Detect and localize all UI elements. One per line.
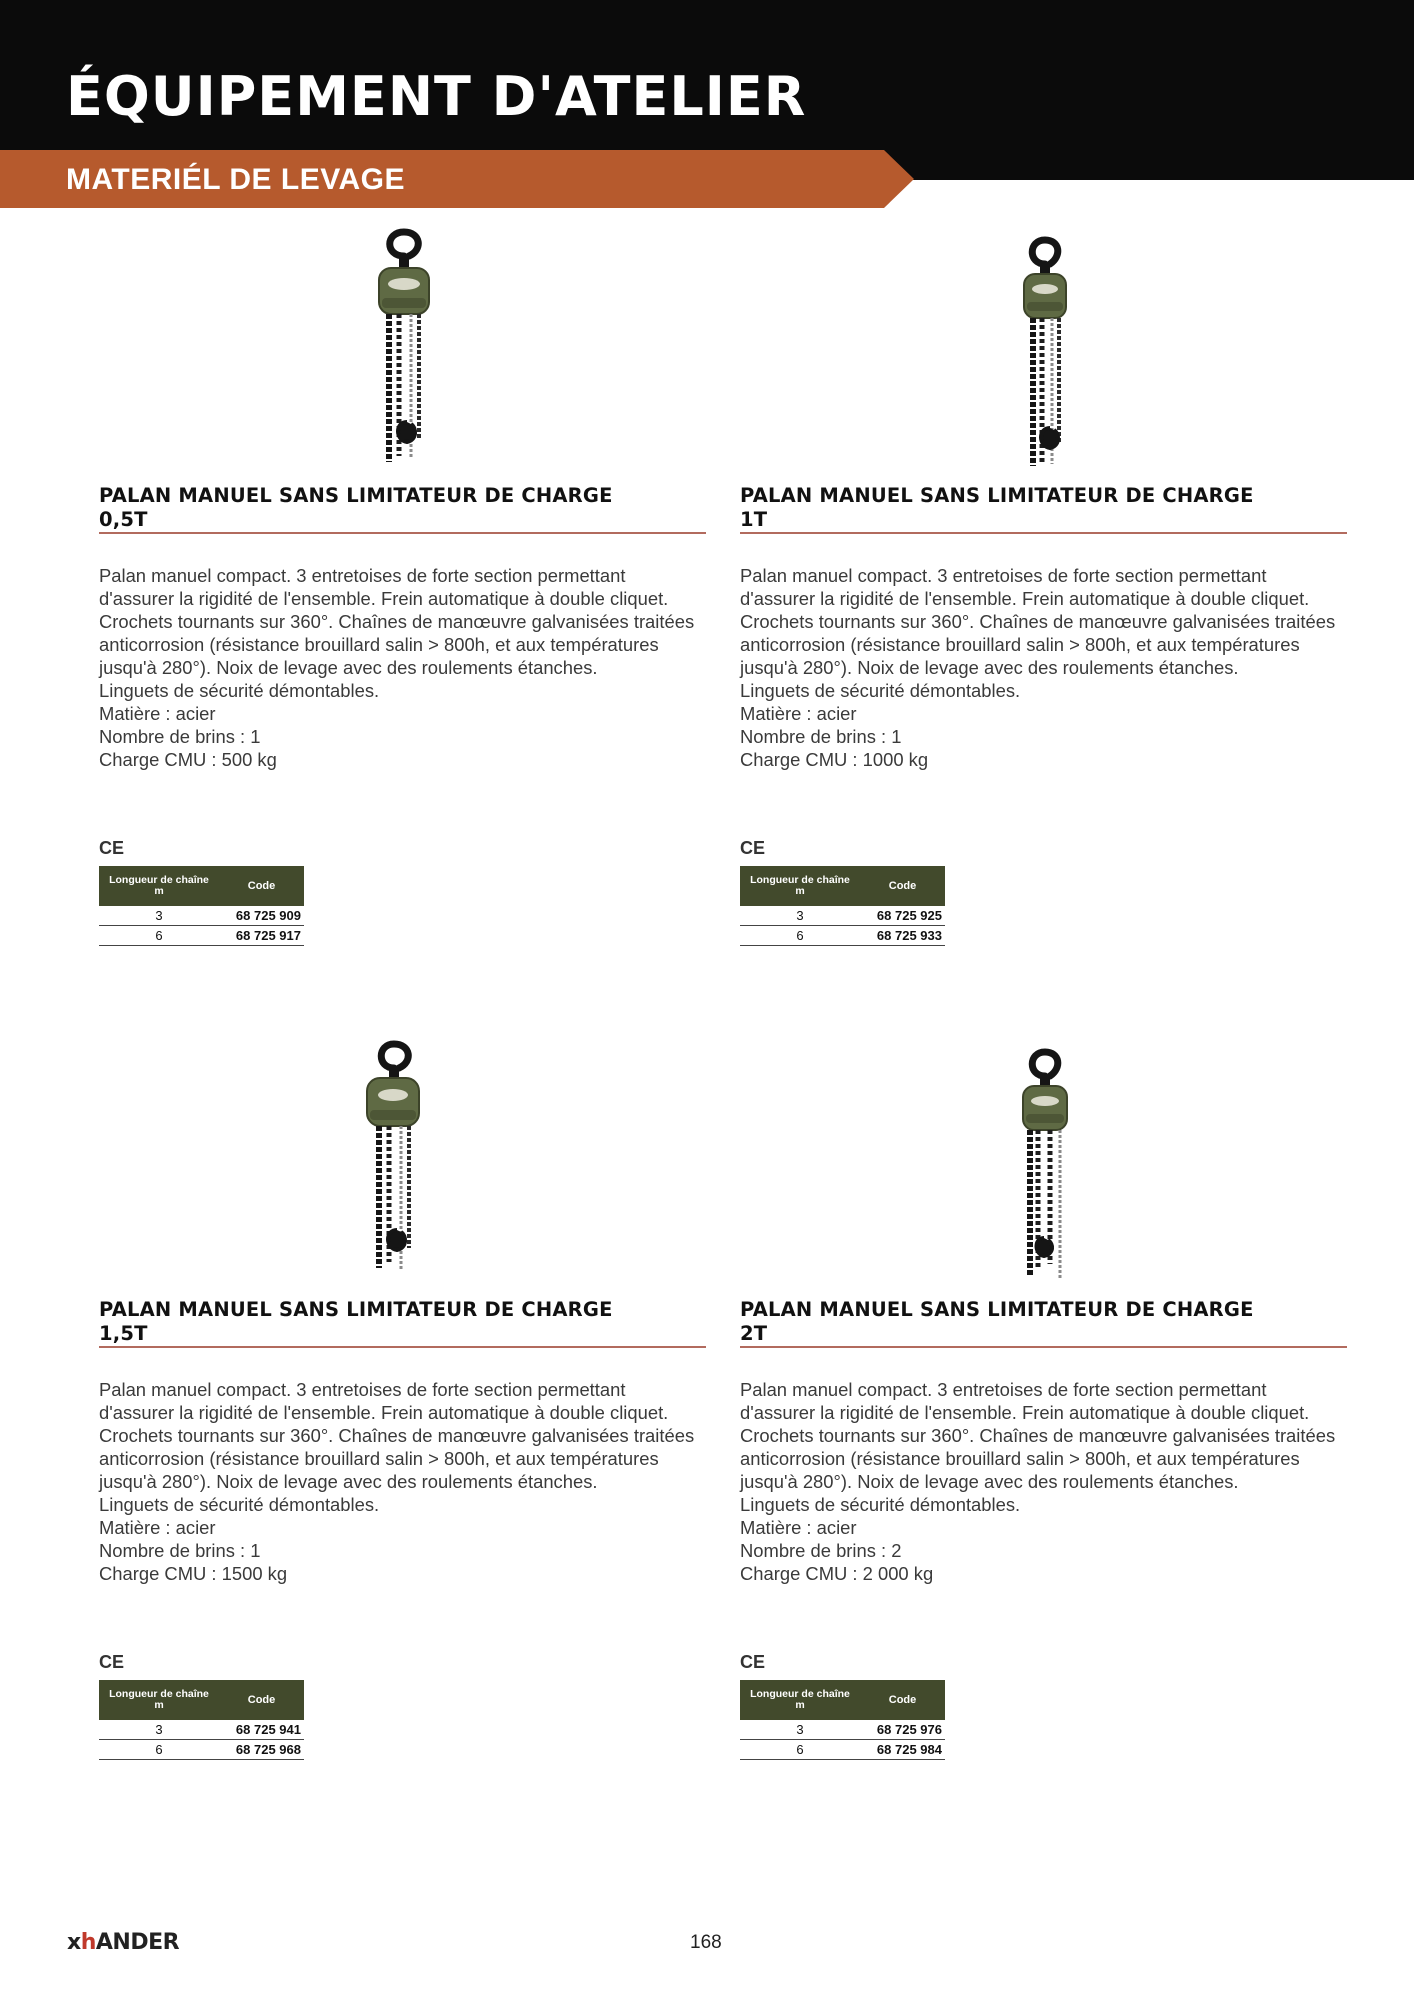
product-card	[99, 1040, 709, 1800]
product-card	[740, 226, 1350, 986]
spec-load: Charge CMU : 2 000 kg	[740, 1563, 934, 1584]
spec-strands: Nombre de brins : 1	[99, 1540, 261, 1561]
logo-accent: h	[80, 1930, 96, 1955]
column-header-code: Code	[888, 880, 917, 892]
column-header-length-unit: m	[154, 1699, 164, 1711]
spec-load: Charge CMU : 500 kg	[99, 749, 277, 770]
section-title: MATERIÉL DE LEVAGE	[66, 163, 406, 196]
cell-code: 68 725 984	[876, 1742, 942, 1757]
description-line: Linguets de sécurité démontables.	[740, 680, 1021, 701]
cell-length: 6	[796, 1742, 804, 1757]
product-card	[740, 1040, 1350, 1800]
table-header	[740, 866, 945, 906]
cell-code: 68 725 909	[235, 908, 301, 923]
description-line: anticorrosion (résistance brouillard salin > 800h, et aux températures	[99, 634, 659, 655]
product-title	[99, 484, 709, 532]
table-row	[99, 1740, 304, 1760]
spec-material: Matière : acier	[740, 1517, 857, 1538]
cell-length: 3	[155, 908, 163, 923]
description-line: Crochets tournants sur 360°. Chaînes de manœuvre galvanisées traitées	[740, 611, 1336, 632]
table-row	[99, 1720, 304, 1740]
description-line: Palan manuel compact. 3 entretoises de forte section permettant	[99, 565, 626, 586]
description-line: anticorrosion (résistance brouillard salin > 800h, et aux températures	[740, 634, 1300, 655]
title-divider	[99, 1346, 706, 1348]
product-title-line1: PALAN MANUEL SANS LIMITATEUR DE CHARGE	[99, 1298, 613, 1321]
description-line: d'assurer la rigidité de l'ensemble. Frein automatique à double cliquet.	[740, 1402, 1310, 1423]
spec-load: Charge CMU : 1500 kg	[99, 1563, 288, 1584]
column-header-length-unit: m	[795, 885, 805, 897]
column-header-code: Code	[888, 1694, 917, 1706]
table-row	[740, 1720, 945, 1740]
cell-length: 6	[796, 928, 804, 943]
product-title-line1: PALAN MANUEL SANS LIMITATEUR DE CHARGE	[740, 1298, 1254, 1321]
brand-logo	[67, 1930, 179, 1955]
description-line: jusqu'à 280°). Noix de levage avec des roulements étanches.	[99, 1471, 598, 1492]
table-row	[740, 926, 945, 946]
description-line: Palan manuel compact. 3 entretoises de forte section permettant	[99, 1379, 626, 1400]
description-line: jusqu'à 280°). Noix de levage avec des roulements étanches.	[740, 657, 1239, 678]
spec-material: Matière : acier	[99, 703, 216, 724]
spec-load: Charge CMU : 1000 kg	[740, 749, 929, 770]
cell-length: 6	[155, 928, 163, 943]
column-header-length-label: Longueur de chaîne	[750, 1688, 850, 1700]
description-line: Crochets tournants sur 360°. Chaînes de manœuvre galvanisées traitées	[99, 611, 695, 632]
reference-table	[99, 1680, 304, 1760]
spec-strands: Nombre de brins : 1	[99, 726, 261, 747]
product-description	[740, 564, 1360, 702]
product-capacity: 1,5T	[99, 1322, 148, 1345]
description-line: d'assurer la rigidité de l'ensemble. Frein automatique à double cliquet.	[740, 588, 1310, 609]
column-header-length-unit: m	[154, 885, 164, 897]
column-header-length-label: Longueur de chaîne	[109, 1688, 209, 1700]
product-title-line1: PALAN MANUEL SANS LIMITATEUR DE CHARGE	[99, 484, 613, 507]
title-divider	[740, 1346, 1347, 1348]
product-description	[99, 564, 719, 702]
description-line: Palan manuel compact. 3 entretoises de forte section permettant	[740, 1379, 1267, 1400]
cell-length: 3	[155, 1722, 163, 1737]
table-header	[99, 1680, 304, 1720]
page-title: ÉQUIPEMENT D'ATELIER	[66, 65, 807, 128]
description-line: anticorrosion (résistance brouillard salin > 800h, et aux températures	[99, 1448, 659, 1469]
cell-code: 68 725 933	[876, 928, 942, 943]
product-card	[99, 226, 709, 986]
cell-code: 68 725 968	[235, 1742, 301, 1757]
description-line: d'assurer la rigidité de l'ensemble. Frein automatique à double cliquet.	[99, 1402, 669, 1423]
product-capacity: 2T	[740, 1322, 768, 1345]
column-header-length	[99, 875, 219, 897]
table-row	[740, 906, 945, 926]
description-line: jusqu'à 280°). Noix de levage avec des roulements étanches.	[99, 657, 598, 678]
product-capacity: 1T	[740, 508, 768, 531]
description-line: jusqu'à 280°). Noix de levage avec des roulements étanches.	[740, 1471, 1239, 1492]
spec-material: Matière : acier	[740, 703, 857, 724]
column-header-length-label: Longueur de chaîne	[750, 874, 850, 886]
cell-code: 68 725 917	[235, 928, 301, 943]
ce-mark: CE	[99, 838, 125, 858]
table-row	[99, 926, 304, 946]
description-line: anticorrosion (résistance brouillard salin > 800h, et aux températures	[740, 1448, 1300, 1469]
product-title	[99, 1298, 709, 1346]
column-header-length	[740, 875, 860, 897]
chain-hoist-image	[980, 1040, 1110, 1285]
table-header	[740, 1680, 945, 1720]
product-title	[740, 484, 1350, 532]
product-description	[740, 1378, 1360, 1516]
column-header-length	[740, 1689, 860, 1711]
description-line: Linguets de sécurité démontables.	[740, 1494, 1021, 1515]
spec-material: Matière : acier	[99, 1517, 216, 1538]
reference-table	[740, 866, 945, 946]
title-divider	[99, 532, 706, 534]
description-line: Crochets tournants sur 360°. Chaînes de manœuvre galvanisées traitées	[740, 1425, 1336, 1446]
product-capacity: 0,5T	[99, 508, 148, 531]
chain-hoist-image	[980, 226, 1110, 471]
column-header-length	[99, 1689, 219, 1711]
cell-code: 68 725 976	[876, 1722, 942, 1737]
cell-code: 68 725 925	[876, 908, 942, 923]
description-line: d'assurer la rigidité de l'ensemble. Frein automatique à double cliquet.	[99, 588, 669, 609]
table-header	[99, 866, 304, 906]
logo-suffix: ANDER	[95, 1930, 180, 1955]
chain-hoist-image	[339, 226, 469, 471]
spec-strands: Nombre de brins : 1	[740, 726, 902, 747]
ce-mark: CE	[740, 838, 766, 858]
ce-mark: CE	[740, 1652, 766, 1672]
cell-code: 68 725 941	[235, 1722, 301, 1737]
cell-length: 6	[155, 1742, 163, 1757]
reference-table	[740, 1680, 945, 1760]
description-line: Linguets de sécurité démontables.	[99, 680, 380, 701]
ce-mark: CE	[99, 1652, 125, 1672]
column-header-length-label: Longueur de chaîne	[109, 874, 209, 886]
description-line: Crochets tournants sur 360°. Chaînes de manœuvre galvanisées traitées	[99, 1425, 695, 1446]
column-header-length-unit: m	[795, 1699, 805, 1711]
spec-strands: Nombre de brins : 2	[740, 1540, 902, 1561]
reference-table	[99, 866, 304, 946]
product-title	[740, 1298, 1350, 1346]
cell-length: 3	[796, 1722, 804, 1737]
cell-length: 3	[796, 908, 804, 923]
column-header-code: Code	[247, 1694, 276, 1706]
table-row	[99, 906, 304, 926]
logo-prefix: x	[67, 1930, 81, 1955]
product-title-line1: PALAN MANUEL SANS LIMITATEUR DE CHARGE	[740, 484, 1254, 507]
page-number: 168	[690, 1932, 722, 1953]
product-description	[99, 1378, 719, 1516]
description-line: Palan manuel compact. 3 entretoises de forte section permettant	[740, 565, 1267, 586]
description-line: Linguets de sécurité démontables.	[99, 1494, 380, 1515]
chain-hoist-image	[339, 1040, 469, 1285]
column-header-code: Code	[247, 880, 276, 892]
table-row	[740, 1740, 945, 1760]
title-divider	[740, 532, 1347, 534]
